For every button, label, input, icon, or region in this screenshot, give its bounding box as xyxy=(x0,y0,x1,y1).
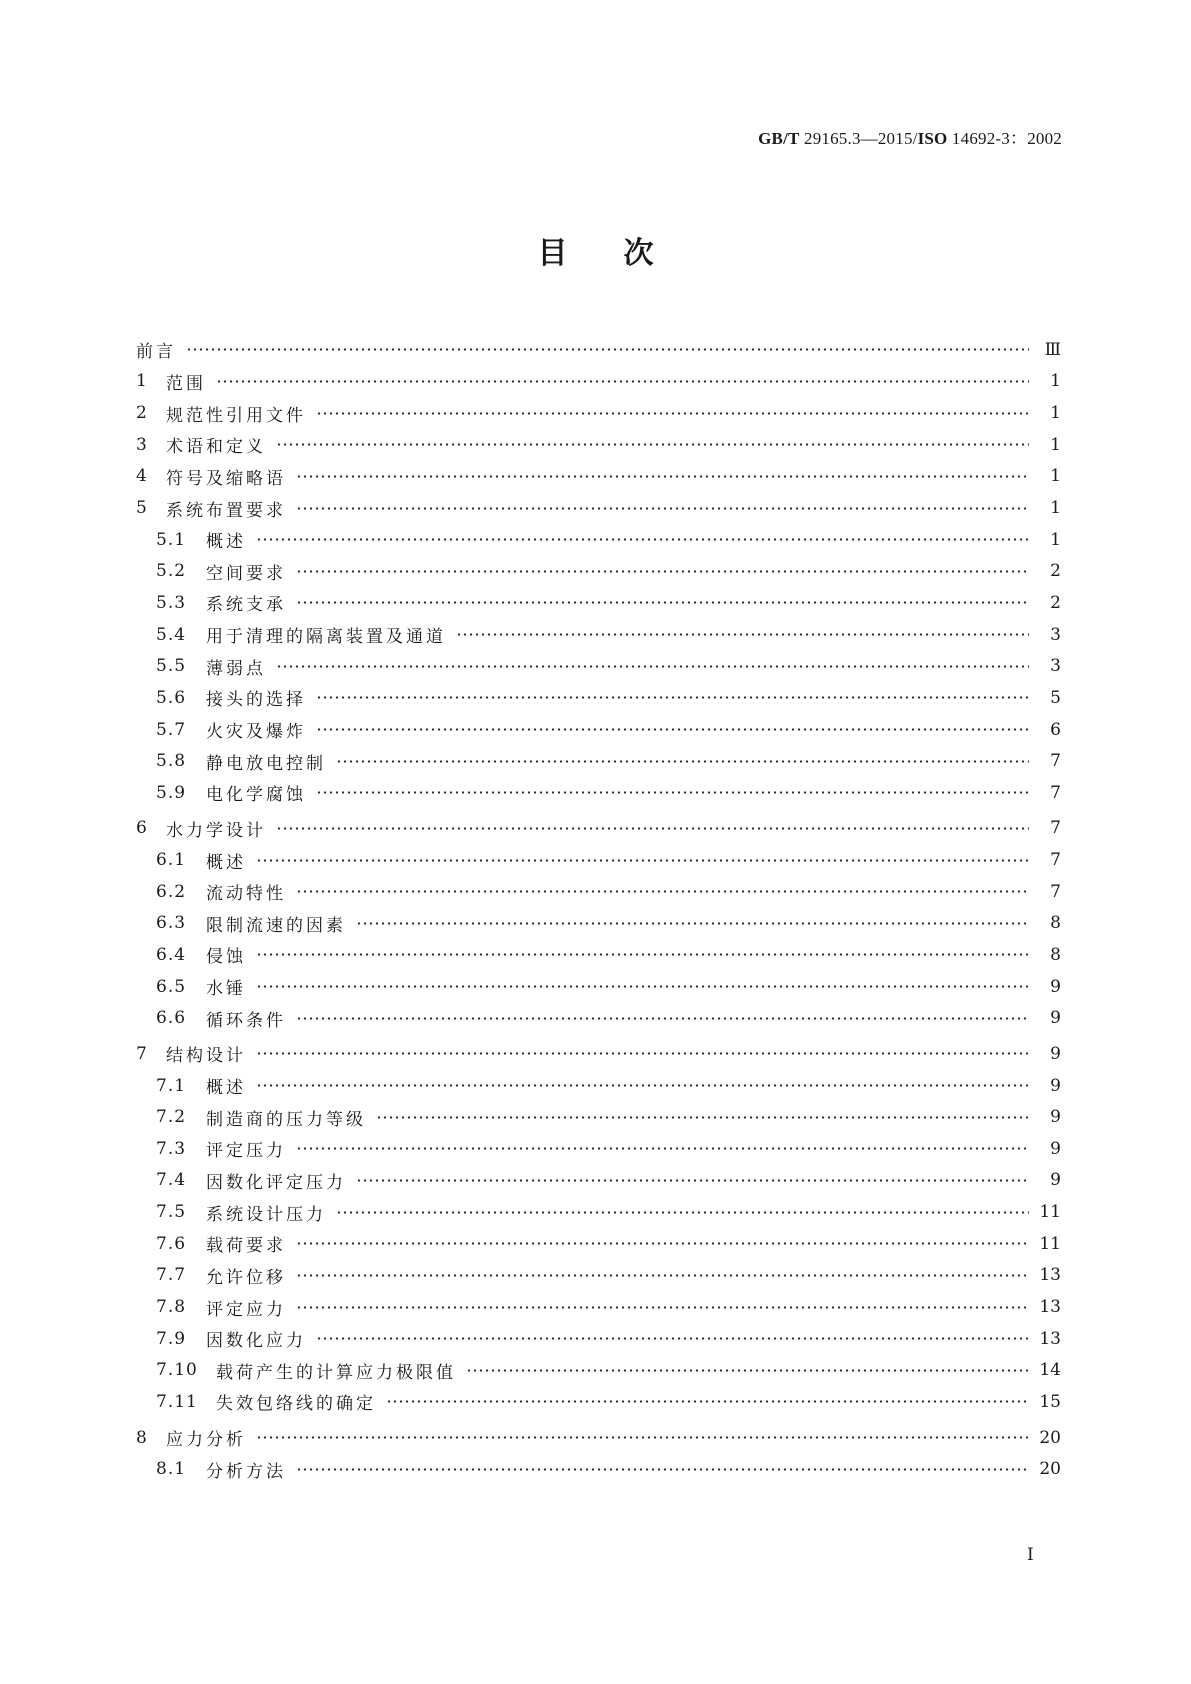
toc-entry-number: 5.7 xyxy=(156,719,187,740)
dot-leader xyxy=(296,570,1029,573)
toc-entry-label: 结构设计 xyxy=(166,1046,246,1067)
dot-leader xyxy=(376,1116,1029,1119)
toc-entry-page: 1 xyxy=(1050,371,1061,392)
toc-entry[interactable] xyxy=(136,844,1061,876)
toc-entry-page: 9 xyxy=(1050,976,1061,997)
toc-entry-number: 8.1 xyxy=(156,1459,187,1480)
toc-entry-page: 9 xyxy=(1050,1170,1061,1191)
toc-entry-page: 11 xyxy=(1039,1233,1061,1254)
toc-entry-label: 概述 xyxy=(206,1078,246,1099)
dot-leader xyxy=(276,827,1029,830)
toc-entry-label: 评定应力 xyxy=(206,1299,286,1320)
toc-entry-label: 系统布置要求 xyxy=(166,500,286,521)
toc-entry-number: 7.6 xyxy=(156,1233,187,1254)
dot-leader xyxy=(256,1436,1029,1439)
toc-entry-label: 失效包络线的确定 xyxy=(216,1394,376,1415)
toc-entry[interactable] xyxy=(136,334,1061,366)
dot-leader xyxy=(296,1468,1029,1471)
toc-entry-label: 火灾及爆炸 xyxy=(206,722,306,742)
toc-entry-label: 范围 xyxy=(166,373,206,394)
toc-entry-number: 5.4 xyxy=(156,624,187,645)
toc-entry-number: 5.5 xyxy=(156,656,187,677)
toc-entry[interactable] xyxy=(136,971,1061,1003)
dot-leader xyxy=(316,791,1029,794)
toc-entry-number: 5.1 xyxy=(156,529,187,550)
toc-entry-page: 8 xyxy=(1050,944,1061,965)
toc-entry-number: 6 xyxy=(136,818,148,839)
toc-entry-number: 7.11 xyxy=(156,1391,198,1412)
dot-leader xyxy=(256,859,1029,862)
toc-entry-number: 7.8 xyxy=(156,1297,187,1318)
toc-entry-label: 前言 xyxy=(136,342,176,363)
toc-entry[interactable] xyxy=(136,1291,1061,1323)
toc-entry-number: 7.10 xyxy=(156,1360,198,1381)
toc-entry-label: 电化学腐蚀 xyxy=(206,785,306,806)
toc-entry-page: 13 xyxy=(1039,1328,1061,1349)
iso-body: 14692-3：2002 xyxy=(947,129,1062,148)
toc-entry-label: 分析方法 xyxy=(206,1461,286,1482)
toc-entry[interactable] xyxy=(136,682,1061,714)
dot-leader xyxy=(296,1017,1029,1020)
toc-entry-page: 2 xyxy=(1050,592,1061,613)
dot-leader xyxy=(296,601,1029,604)
toc-entry-page: 20 xyxy=(1039,1459,1061,1480)
toc-entry[interactable] xyxy=(136,1038,1061,1070)
toc-entry-label: 因数化评定压力 xyxy=(206,1172,346,1193)
std-code: GB/T xyxy=(758,129,800,148)
toc-entry[interactable] xyxy=(136,777,1061,809)
toc-entry-number: 5.9 xyxy=(156,782,187,803)
toc-entry-number: 6.3 xyxy=(156,913,187,934)
toc-entry[interactable] xyxy=(136,1453,1061,1485)
toc-entry-page: 9 xyxy=(1050,1008,1061,1029)
toc-entry-label: 接头的选择 xyxy=(206,690,306,711)
toc-entry[interactable] xyxy=(136,1101,1061,1133)
dot-leader xyxy=(336,1211,1029,1214)
dot-leader xyxy=(296,507,1029,510)
std-body: 29165.3—2015/ xyxy=(799,129,918,148)
dot-leader xyxy=(316,696,1029,699)
toc-entry-label: 流动特性 xyxy=(206,884,286,905)
iso-code: ISO xyxy=(917,129,948,148)
dot-leader xyxy=(296,1274,1029,1277)
toc-entry[interactable] xyxy=(136,397,1061,429)
toc-entry-page: 7 xyxy=(1050,881,1061,902)
dot-leader xyxy=(256,1052,1029,1055)
dot-leader xyxy=(256,953,1029,956)
toc-entry-label: 概述 xyxy=(206,532,246,553)
toc-entry[interactable] xyxy=(136,429,1061,461)
toc-entry-number: 7.9 xyxy=(156,1328,187,1349)
dot-leader xyxy=(276,665,1029,668)
toc-entry-page: 7 xyxy=(1050,850,1061,871)
toc-title: 目次 xyxy=(537,236,710,271)
toc-entry-number: 8 xyxy=(136,1427,148,1448)
toc-entry[interactable] xyxy=(136,813,1061,845)
table-of-contents xyxy=(136,334,1061,1485)
toc-entry-page: 13 xyxy=(1039,1297,1061,1318)
toc-entry-number: 7.2 xyxy=(156,1107,187,1128)
dot-leader xyxy=(256,985,1029,988)
toc-entry[interactable] xyxy=(136,1355,1061,1387)
toc-entry-page: Ⅲ xyxy=(1044,339,1061,360)
toc-entry-number: 6.5 xyxy=(156,976,187,997)
toc-entry-label: 薄弱点 xyxy=(206,658,266,679)
toc-entry-number: 7.1 xyxy=(156,1075,187,1096)
toc-entry[interactable] xyxy=(136,1260,1061,1292)
toc-entry-label: 载荷要求 xyxy=(206,1236,286,1257)
toc-entry-label: 应力分析 xyxy=(166,1430,246,1451)
toc-entry-label: 水锤 xyxy=(206,979,246,1000)
toc-entry-page: 7 xyxy=(1050,782,1061,803)
toc-entry-number: 5.2 xyxy=(156,561,187,582)
toc-entry-label: 限制流速的因素 xyxy=(206,915,346,936)
toc-entry-label: 用于清理的隔离装置及通道 xyxy=(206,627,446,648)
toc-entry-page: 3 xyxy=(1050,656,1061,677)
toc-entry-page: 7 xyxy=(1050,751,1061,772)
dot-leader xyxy=(296,890,1029,893)
dot-leader xyxy=(386,1400,1029,1403)
toc-entry-page: 1 xyxy=(1050,529,1061,550)
toc-entry-label: 允许位移 xyxy=(206,1267,286,1288)
toc-entry[interactable] xyxy=(136,939,1061,971)
toc-entry-number: 1 xyxy=(136,371,148,392)
toc-entry-page: 1 xyxy=(1050,434,1061,455)
dot-leader xyxy=(316,1337,1029,1340)
toc-entry-number: 6.4 xyxy=(156,944,187,965)
toc-entry-label: 水力学设计 xyxy=(166,820,266,841)
toc-entry[interactable] xyxy=(136,619,1061,651)
toc-entry-number: 4 xyxy=(136,466,148,487)
toc-entry-page: 20 xyxy=(1039,1427,1061,1448)
dot-leader xyxy=(456,633,1029,636)
toc-entry-page: 7 xyxy=(1050,818,1061,839)
toc-entry-number: 6.1 xyxy=(156,850,187,871)
toc-entry-page: 11 xyxy=(1039,1202,1061,1223)
toc-entry[interactable] xyxy=(136,1070,1061,1102)
toc-entry-number: 6.6 xyxy=(156,1008,187,1029)
toc-entry[interactable] xyxy=(136,714,1061,746)
toc-entry-page: 9 xyxy=(1050,1075,1061,1096)
toc-entry-number: 7 xyxy=(136,1043,148,1064)
toc-entry-label: 系统设计压力 xyxy=(206,1204,326,1225)
toc-entry-label: 空间要求 xyxy=(206,563,286,584)
toc-entry[interactable] xyxy=(136,1196,1061,1228)
toc-entry-number: 5.8 xyxy=(156,751,187,772)
dot-leader xyxy=(296,1147,1029,1150)
toc-entry-number: 7.7 xyxy=(156,1265,187,1286)
toc-entry-page: 9 xyxy=(1050,1043,1061,1064)
toc-entry-page: 6 xyxy=(1050,719,1061,740)
toc-entry-label: 术语和定义 xyxy=(166,437,266,458)
dot-leader xyxy=(296,1242,1029,1245)
dot-leader xyxy=(256,1084,1029,1087)
toc-entry[interactable] xyxy=(136,1386,1061,1418)
toc-entry[interactable] xyxy=(136,745,1061,777)
toc-entry[interactable] xyxy=(136,876,1061,908)
dot-leader xyxy=(296,475,1029,478)
toc-entry-page: 13 xyxy=(1039,1265,1061,1286)
toc-entry-page: 1 xyxy=(1050,498,1061,519)
dot-leader xyxy=(356,1179,1029,1182)
toc-entry-label: 载荷产生的计算应力极限值 xyxy=(216,1362,456,1383)
dot-leader xyxy=(336,760,1029,763)
page-number: Ⅰ xyxy=(1027,1545,1034,1565)
dot-leader xyxy=(296,1306,1029,1309)
toc-entry-number: 5.6 xyxy=(156,687,187,708)
standard-number xyxy=(758,124,1062,149)
toc-entry[interactable] xyxy=(136,555,1061,587)
toc-entry-label: 概述 xyxy=(206,852,246,873)
toc-entry[interactable] xyxy=(136,1165,1061,1197)
toc-entry[interactable] xyxy=(136,461,1061,493)
dot-leader xyxy=(276,443,1029,446)
dot-leader xyxy=(186,348,1029,351)
toc-entry[interactable] xyxy=(136,587,1061,619)
toc-entry-page: 8 xyxy=(1050,913,1061,934)
toc-entry-label: 侵蚀 xyxy=(206,947,246,968)
toc-entry-label: 因数化应力 xyxy=(206,1331,306,1352)
toc-entry-page: 5 xyxy=(1050,687,1061,708)
dot-leader xyxy=(466,1369,1029,1372)
toc-entry-number: 7.4 xyxy=(156,1170,187,1191)
toc-entry-number: 5 xyxy=(136,498,148,519)
toc-entry-number: 6.2 xyxy=(156,881,187,902)
toc-entry-page: 1 xyxy=(1050,466,1061,487)
toc-entry-label: 制造商的压力等级 xyxy=(206,1109,366,1130)
toc-entry-number: 7.5 xyxy=(156,1202,187,1223)
toc-entry-page: 14 xyxy=(1039,1360,1061,1381)
toc-entry-number: 3 xyxy=(136,434,148,455)
dot-leader xyxy=(316,412,1029,415)
toc-entry-label: 循环条件 xyxy=(206,1010,286,1031)
toc-entry[interactable] xyxy=(136,908,1061,940)
dot-leader xyxy=(356,922,1029,925)
dot-leader xyxy=(256,538,1029,541)
toc-entry[interactable] xyxy=(136,1002,1061,1034)
toc-entry[interactable] xyxy=(136,1133,1061,1165)
toc-entry-number: 7.3 xyxy=(156,1138,187,1159)
toc-entry[interactable] xyxy=(136,492,1061,524)
toc-entry-page: 9 xyxy=(1050,1107,1061,1128)
toc-entry-label: 系统支承 xyxy=(206,595,286,616)
toc-entry-page: 9 xyxy=(1050,1138,1061,1159)
toc-entry-page: 1 xyxy=(1050,403,1061,424)
dot-leader xyxy=(316,728,1029,731)
toc-entry[interactable] xyxy=(136,650,1061,682)
toc-entry-label: 评定压力 xyxy=(206,1141,286,1162)
toc-entry[interactable] xyxy=(136,1422,1061,1454)
toc-entry-label: 规范性引用文件 xyxy=(166,405,306,426)
toc-entry-number: 2 xyxy=(136,403,148,424)
toc-entry-page: 15 xyxy=(1039,1391,1061,1412)
toc-entry[interactable] xyxy=(136,1228,1061,1260)
toc-entry-page: 3 xyxy=(1050,624,1061,645)
toc-entry[interactable] xyxy=(136,524,1061,556)
toc-entry-number: 5.3 xyxy=(156,592,187,613)
toc-entry[interactable] xyxy=(136,1323,1061,1355)
dot-leader xyxy=(216,380,1029,383)
toc-entry-label: 符号及缩略语 xyxy=(166,468,286,489)
toc-entry[interactable] xyxy=(136,366,1061,398)
toc-entry-page: 2 xyxy=(1050,561,1061,582)
toc-entry-label: 静电放电控制 xyxy=(206,753,326,774)
